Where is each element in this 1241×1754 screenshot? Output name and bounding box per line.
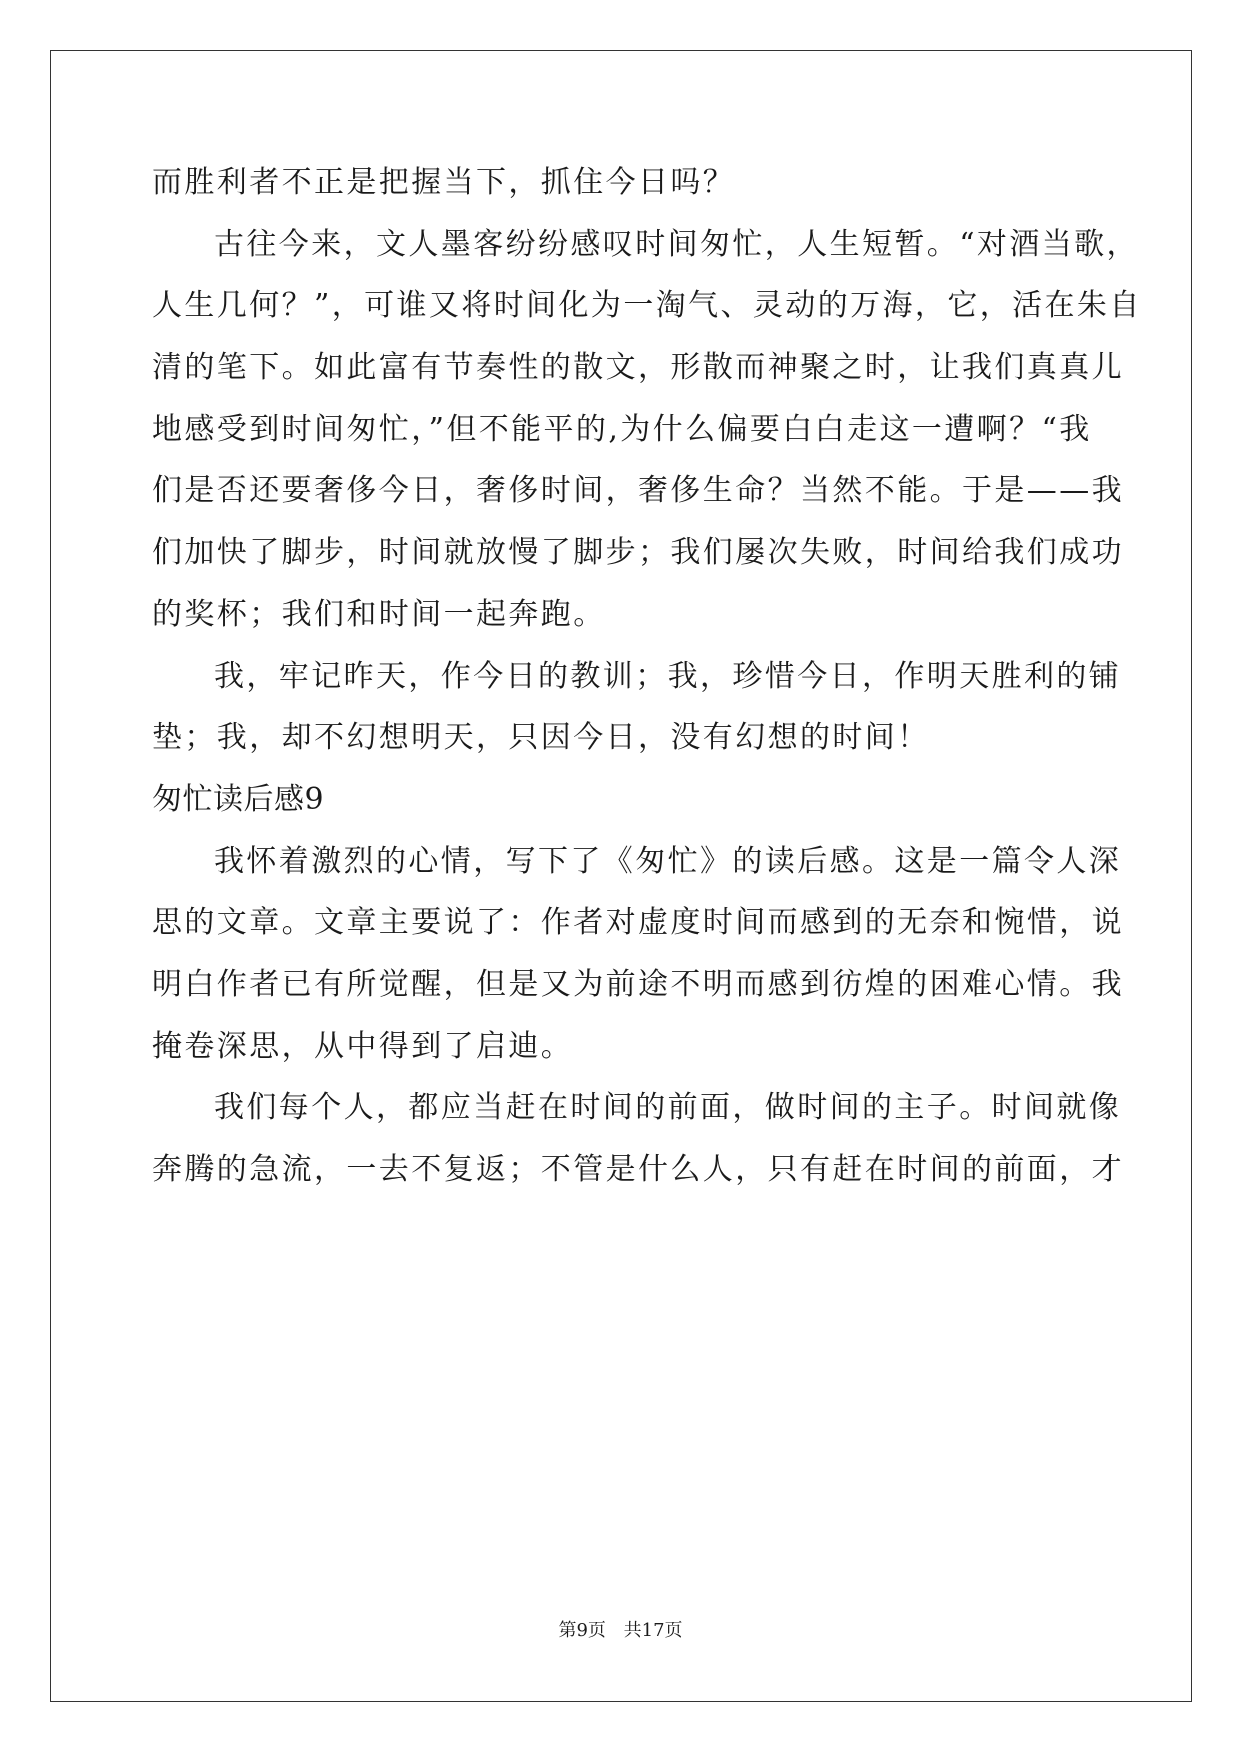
paragraph-start: 我，牢记昨天，作今日的教训；我，珍惜今日，作明天胜利的铺 (214, 658, 1122, 694)
text-line: 的奖杯；我们和时间一起奔跑。 (152, 596, 606, 632)
text-line: 地感受到时间匆忙，”但不能平的,为什么偏要白白走这一遭啊？“我 (152, 411, 1092, 447)
text-line: 们是否还要奢侈今日，奢侈时间，奢侈生命？当然不能。于是——我 (152, 473, 1124, 509)
text-line: 们加快了脚步，时间就放慢了脚步；我们屡次失败，时间给我们成功 (152, 535, 1124, 571)
text-line: 掩卷深思，从中得到了启迪。 (152, 1028, 574, 1064)
paragraph-start: 我怀着激烈的心情，写下了《匆忙》的读后感。这是一篇令人深 (214, 843, 1122, 879)
text-line: 而胜利者不正是把握当下，抓住今日吗？ (152, 165, 736, 200)
text-line: 垫；我，却不幻想明天，只因今日，没有幻想的时间！ (152, 720, 930, 756)
text-line: 人生几何？”，可谁又将时间化为一淘气、灵动的万海，它，活在朱自 (152, 288, 1142, 324)
paragraph-start: 古往今来，文人墨客纷纷感叹时间匆忙，人生短暂。“对酒当歌， (214, 226, 1139, 262)
section-heading: 匆忙读后感9 (152, 781, 325, 817)
page-number: 第9页 (558, 1620, 606, 1641)
document-body (152, 152, 1142, 1201)
page-total: 共17页 (623, 1620, 683, 1641)
text-line: 奔腾的急流，一去不复返；不管是什么人，只有赶在时间的前面，才 (152, 1152, 1124, 1187)
text-line: 明白作者已有所觉醒，但是又为前途不明而感到彷煌的困难心情。我 (152, 966, 1124, 1002)
text-line: 清的笔下。如此富有节奏性的散文，形散而神聚之时，让我们真真儿 (152, 350, 1124, 386)
paragraph-start: 我们每个人，都应当赶在时间的前面，做时间的主子。时间就像 (214, 1090, 1122, 1126)
text-line: 思的文章。文章主要说了：作者对虚度时间而感到的无奈和惋惜，说 (152, 905, 1124, 941)
page-footer (0, 1616, 1241, 1642)
